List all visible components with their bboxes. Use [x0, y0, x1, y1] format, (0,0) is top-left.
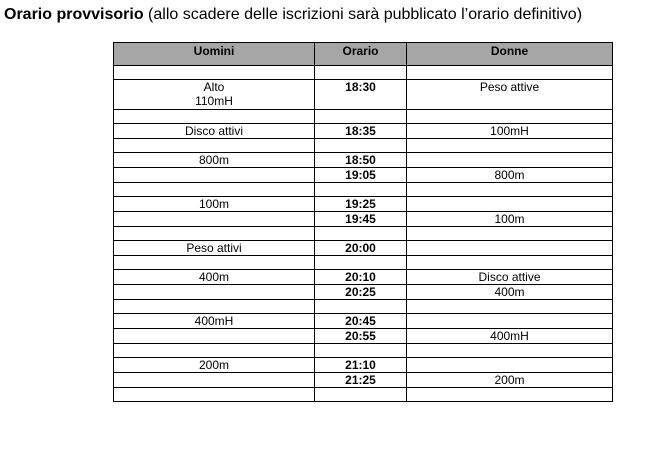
cell-time: [315, 183, 407, 197]
cell-time: 20:55: [315, 329, 407, 344]
cell-women: [407, 110, 613, 124]
cell-women: [407, 197, 613, 212]
table-row: [114, 139, 613, 153]
table-row: [114, 314, 613, 329]
cell-men: Alto 110mH: [114, 80, 315, 110]
cell-women: [407, 241, 613, 256]
table-row: [114, 388, 613, 402]
table-row: [114, 124, 613, 139]
heading-note: (allo scadere delle iscrizioni sarà pubblicato l’orario definitivo): [143, 6, 583, 23]
cell-time: 21:25: [315, 373, 407, 388]
header-time: Orario: [315, 43, 407, 66]
cell-men: [114, 329, 315, 344]
cell-time: [315, 256, 407, 270]
table-row: [114, 270, 613, 285]
header-women: Donne: [407, 43, 613, 66]
cell-men: [114, 373, 315, 388]
cell-men: [114, 227, 315, 241]
cell-women: [407, 153, 613, 168]
cell-women: [407, 183, 613, 197]
cell-women: [407, 314, 613, 329]
table-row: [114, 344, 613, 358]
cell-women: [407, 139, 613, 153]
cell-men: [114, 168, 315, 183]
table-row: [114, 153, 613, 168]
cell-men: [114, 285, 315, 300]
cell-men: [114, 183, 315, 197]
cell-men: 400mH: [114, 314, 315, 329]
cell-time: 19:25: [315, 197, 407, 212]
table-row: [114, 241, 613, 256]
schedule-body: [114, 66, 613, 402]
cell-women: 400mH: [407, 329, 613, 344]
cell-men: [114, 139, 315, 153]
schedule-table: [113, 42, 613, 402]
cell-women: [407, 227, 613, 241]
cell-men: [114, 300, 315, 314]
cell-women: [407, 358, 613, 373]
cell-time: [315, 344, 407, 358]
cell-men: [114, 388, 315, 402]
cell-time: 18:50: [315, 153, 407, 168]
cell-men: [114, 344, 315, 358]
cell-men: 400m: [114, 270, 315, 285]
table-row: [114, 212, 613, 227]
cell-women: Disco attive: [407, 270, 613, 285]
table-row: [114, 358, 613, 373]
cell-women: [407, 256, 613, 270]
cell-men: 200m: [114, 358, 315, 373]
cell-men: 100m: [114, 197, 315, 212]
cell-time: [315, 227, 407, 241]
cell-women: 100mH: [407, 124, 613, 139]
cell-men: [114, 66, 315, 80]
header-row: [114, 43, 613, 66]
cell-women: Peso attive: [407, 80, 613, 110]
table-row: [114, 66, 613, 80]
cell-women: [407, 388, 613, 402]
table-row: [114, 227, 613, 241]
table-row: [114, 80, 613, 110]
cell-women: 400m: [407, 285, 613, 300]
cell-time: 20:45: [315, 314, 407, 329]
table-row: [114, 285, 613, 300]
page-heading: [4, 4, 582, 26]
cell-time: 18:30: [315, 80, 407, 110]
heading-bold: Orario provvisorio: [4, 6, 144, 23]
cell-time: [315, 300, 407, 314]
cell-women: 100m: [407, 212, 613, 227]
cell-time: 18:35: [315, 124, 407, 139]
cell-time: 19:45: [315, 212, 407, 227]
cell-men: Peso attivi: [114, 241, 315, 256]
cell-men: 800m: [114, 153, 315, 168]
cell-time: 21:10: [315, 358, 407, 373]
cell-time: [315, 66, 407, 80]
table-row: [114, 300, 613, 314]
cell-women: 800m: [407, 168, 613, 183]
cell-women: [407, 344, 613, 358]
cell-time: 20:25: [315, 285, 407, 300]
cell-men: Disco attivi: [114, 124, 315, 139]
cell-men: [114, 256, 315, 270]
cell-men: [114, 212, 315, 227]
cell-women: [407, 66, 613, 80]
table-row: [114, 373, 613, 388]
cell-men: [114, 110, 315, 124]
table-row: [114, 110, 613, 124]
cell-women: [407, 300, 613, 314]
table-row: [114, 168, 613, 183]
table-row: [114, 329, 613, 344]
cell-women: 200m: [407, 373, 613, 388]
table-row: [114, 197, 613, 212]
cell-time: [315, 139, 407, 153]
cell-time: [315, 388, 407, 402]
cell-time: 20:10: [315, 270, 407, 285]
header-men: Uomini: [114, 43, 315, 66]
cell-time: 20:00: [315, 241, 407, 256]
cell-time: [315, 110, 407, 124]
table-row: [114, 256, 613, 270]
table-row: [114, 183, 613, 197]
cell-time: 19:05: [315, 168, 407, 183]
